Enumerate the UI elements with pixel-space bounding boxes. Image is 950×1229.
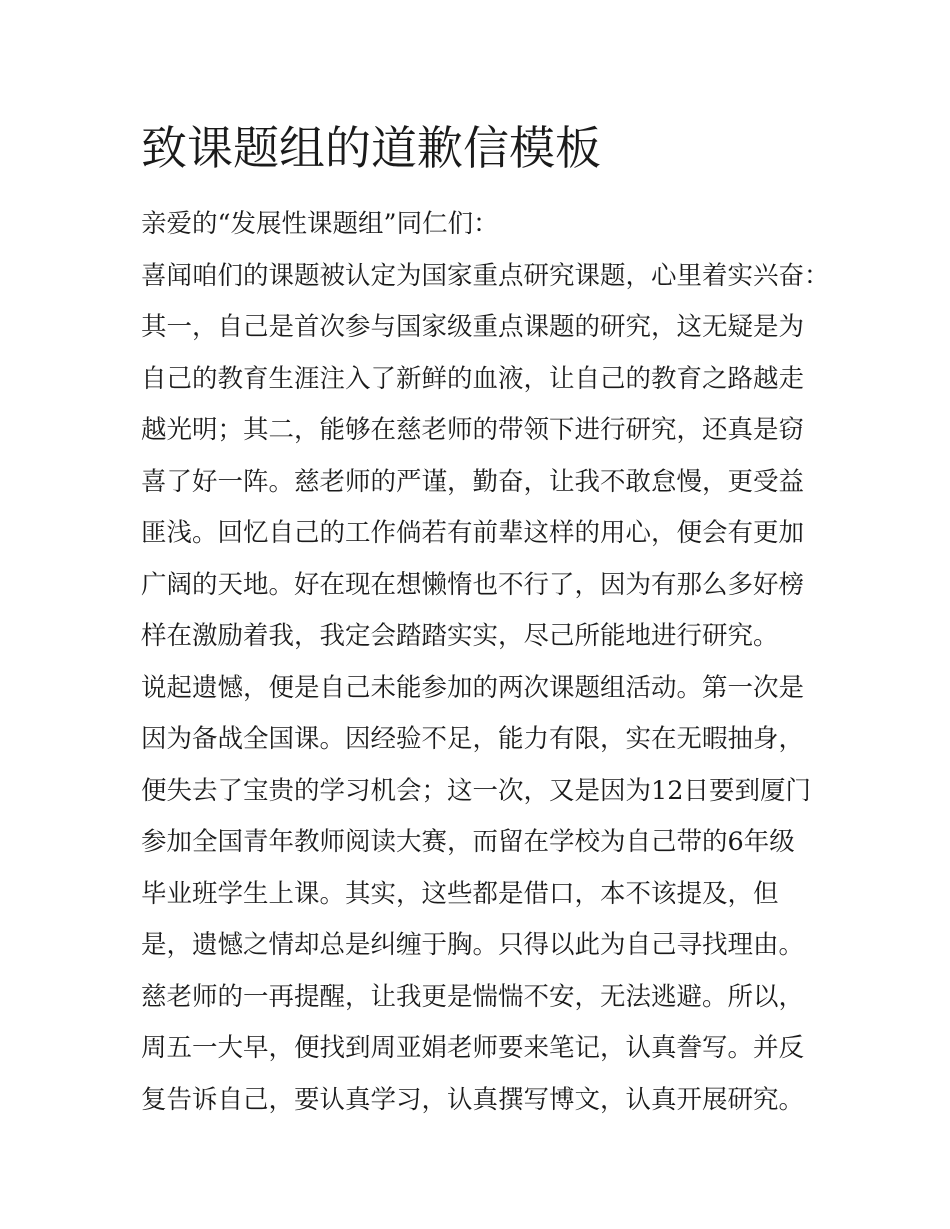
paragraph-reasons: 其一，自己是首次参与国家级重点课题的研究，这无疑是为自己的教育生涯注入了新鲜的血液，让自己的教育之路越走越光明；其二，能够在慈老师的带领下进行研究，还真是窃喜了好一阵。慈老师的严谨，勤奋，让我不敢怠慢，更受益匪浅。回忆自己的工作倘若有前辈这样的用心，便会有更加广阔的天地。好在现在想懒惰也不行了，因为有那么多好榜样在激励着我，我定会踏踏实实，尽己所能地进行研究。 [141, 312, 805, 651]
paragraph-intro: 喜闻咱们的课题被认定为国家重点研究课题，心里着实兴奋： [141, 260, 830, 291]
paragraph-regrets: 说起遗憾，便是自己未能参加的两次课题组活动。第一次是因为备战全国课。因经验不足，能力有限，实在无暇抽身，便失去了宝贵的学习机会；这一次，又是因为12日要到厦门参加全国青年教师阅读大赛，而留在学校为自己带的6年级毕业班学生上课。其实，这些都是借口，本不该提及，但是，遗憾之情却总是纠缠于胸。只得以此为自己寻找理由。慈老师的一再提醒，让我更是惴惴不安，无法逃避。所以，周五一大早，便找到周亚娟老师要来笔记，认真誊写。并反复告诉自己，要认真学习，认真撰写博文，认真开展研究。 [141, 672, 811, 1115]
letter-body [141, 199, 830, 1126]
salutation: 亲爱的“发展性课题组”同仁们： [141, 209, 499, 239]
document-title: 致课题组的道歉信模板 [141, 121, 601, 175]
